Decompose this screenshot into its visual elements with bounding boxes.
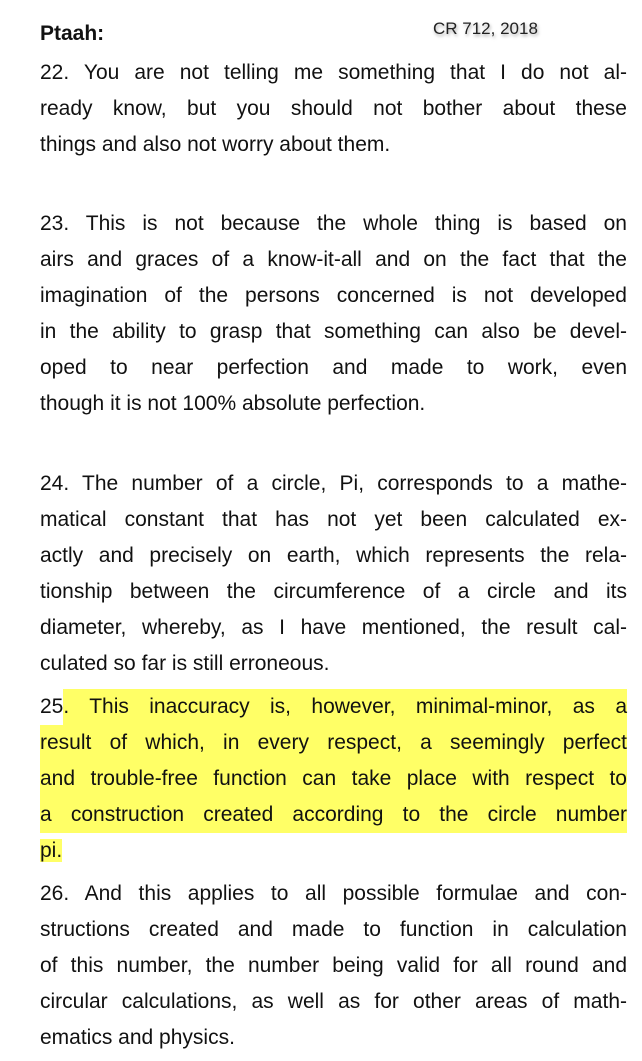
text-line: culated so far is still erroneous. (40, 652, 330, 675)
text-line: actly and precisely on earth, which represents the rela- (40, 544, 627, 567)
text-line: in the ability to grasp that something can also be devel- (40, 320, 627, 343)
document-reference: CR 712, 2018 (433, 19, 538, 38)
speaker-label: Ptaah: (40, 22, 105, 45)
text-line: 23. This is not because the whole thing is based on (40, 212, 627, 235)
paragraph-25-highlighted (40, 689, 627, 869)
paragraph-23 (40, 206, 627, 422)
text-line: tionship between the circumference of a circle and its (40, 580, 627, 603)
text-line: though it is not 100% absolute perfection. (40, 392, 426, 415)
paragraph-26 (40, 876, 627, 1056)
text-line: things and also not worry about them. (40, 133, 391, 156)
text-line: ready know, but you should not bother about these (40, 97, 627, 120)
text-line: matical constant that has not yet been calculated ex- (40, 508, 627, 531)
highlighted-text: a construction created according to the circle number (40, 797, 627, 833)
text-line: ematics and physics. (40, 1026, 235, 1049)
paragraph-24 (40, 466, 627, 682)
paragraph-number: 25 (40, 689, 63, 725)
text-line: airs and graces of a know-it-all and on the fact that the (40, 248, 627, 271)
text-line: oped to near perfection and made to work, even (40, 356, 627, 379)
text-line: diameter, whereby, as I have mentioned, the result cal- (40, 616, 627, 639)
text-line: 26. And this applies to all possible formulae and con- (40, 882, 627, 905)
paragraph-22 (40, 55, 627, 163)
highlighted-text: pi. (40, 839, 63, 862)
text-line: 22. You are not telling me something that I do not al- (40, 61, 627, 84)
highlighted-text: and trouble-free function can take place with respect to (40, 761, 627, 797)
text-line: structions created and made to function in calculation (40, 918, 627, 941)
text-line: imagination of the persons concerned is not developed (40, 284, 627, 307)
highlighted-text: . This inaccuracy is, however, minimal-minor, as a (63, 689, 627, 725)
text-line: 24. The number of a circle, Pi, corresponds to a mathe- (40, 472, 627, 495)
text-line: circular calculations, as well as for other areas of math- (40, 990, 627, 1013)
highlighted-text: result of which, in every respect, a seemingly perfect (40, 725, 627, 761)
text-line (40, 689, 627, 725)
text-line: of this number, the number being valid for all round and (40, 954, 627, 977)
text-line (40, 833, 627, 869)
